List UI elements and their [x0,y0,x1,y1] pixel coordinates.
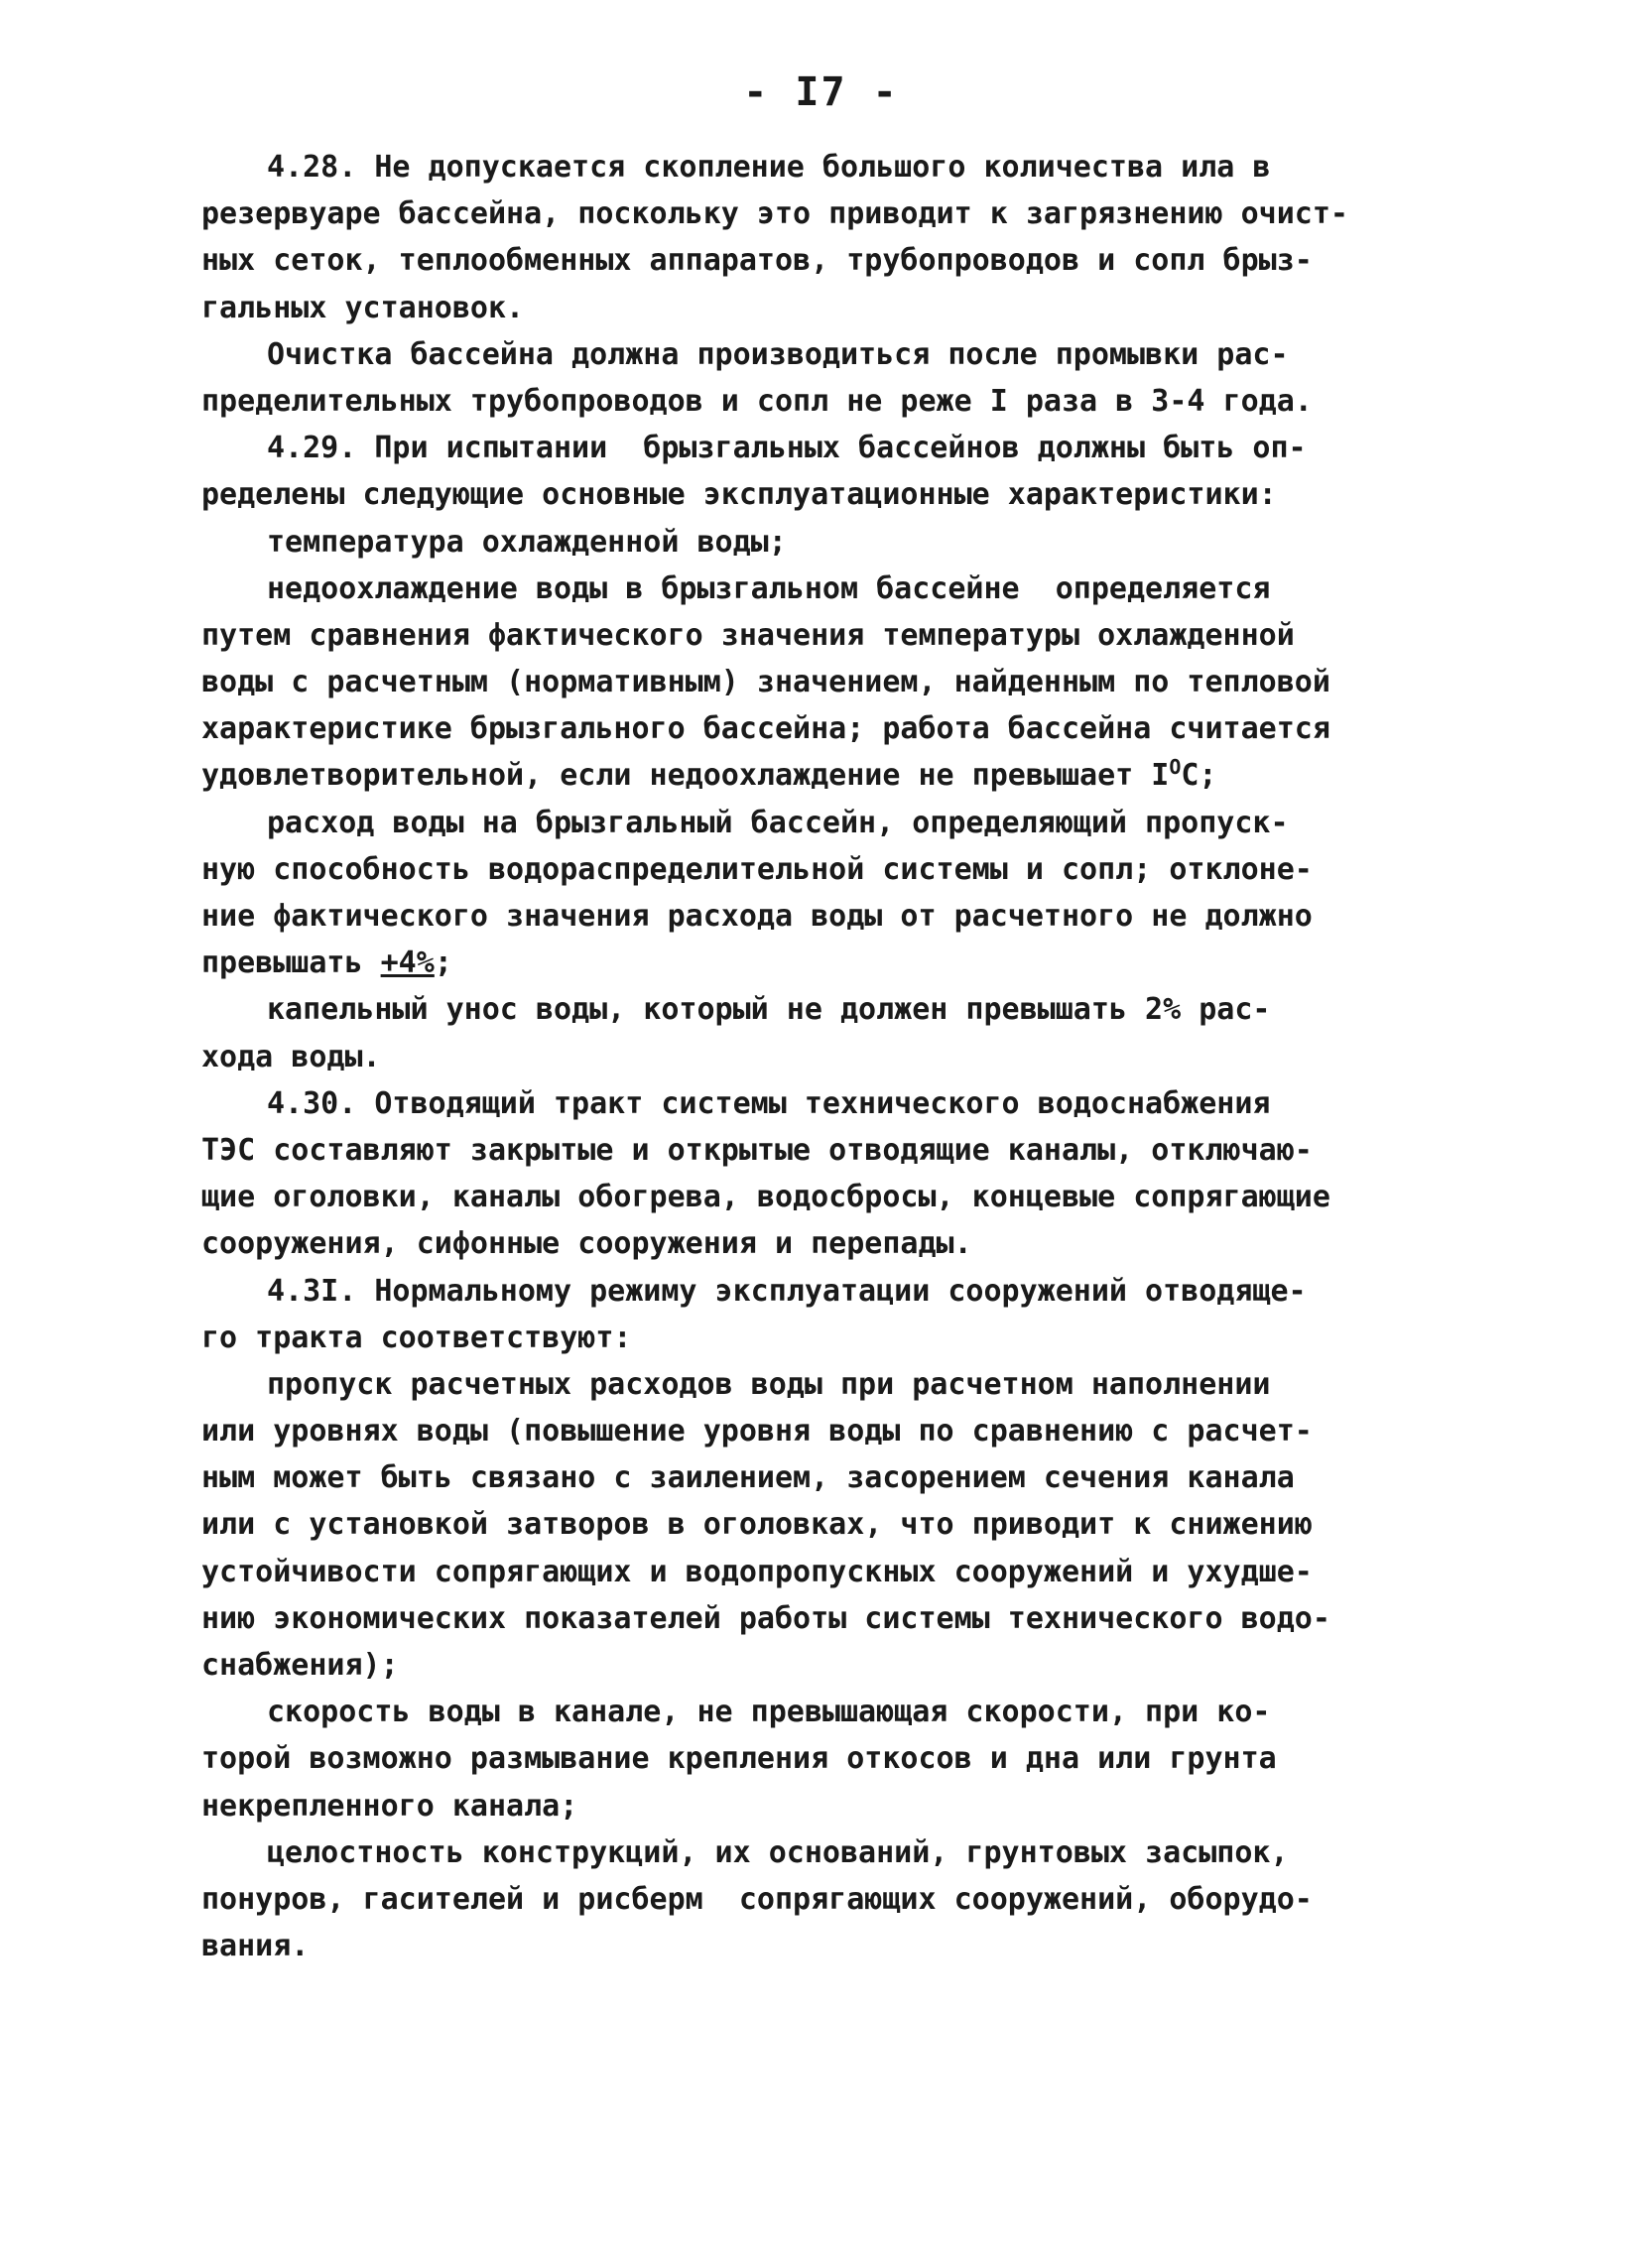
text-line: устойчивости сопрягающих и водопропускных сооружений и ухудше- [201,1554,1313,1589]
text-fragment: ; [434,945,452,981]
degree-symbol: O [1169,755,1182,780]
text-line: капельный унос воды, который не должен превышать 2% рас- [267,992,1271,1028]
text-line: или с установкой затворов в оголовках, что приводит к снижению [201,1507,1313,1543]
text-line: ным может быть связано с заилением, засорением сечения канала [201,1460,1295,1496]
text-line: скорость воды в канале, не превышающая скорости, при ко- [267,1695,1271,1730]
text-line: 4.3I. Нормальному режиму эксплуатации сооружений отводяще- [267,1273,1307,1309]
text-line: понуров, гасителей и рисберм сопрягающих сооружений, оборудо- [201,1881,1313,1917]
text-line: температура охлажденной воды; [267,524,787,560]
text-line: ную способность водораспределительной системы и сопл; отклоне- [201,851,1313,887]
text-line: сооружения, сифонные сооружения и перепады. [201,1226,972,1262]
tolerance-value: +4% [380,945,435,981]
text-line: характеристике брызгального бассейна; работа бассейна считается [201,711,1330,747]
body-text [201,144,1392,1969]
text-line: ТЭС составляют закрытые и открытые отводящие каналы, отключаю- [201,1132,1313,1168]
text-line: пределительных трубопроводов и сопл не реже I раза в 3-4 года. [201,383,1313,419]
text-line: снабжения); [201,1648,399,1683]
text-line: или уровнях воды (повышение уровня воды по сравнению с расчет- [201,1414,1313,1449]
text-line: резервуаре бассейна, поскольку это приводит к загрязнению очист- [201,196,1348,232]
text-fragment: превышать [201,945,381,981]
text-line: нию экономических показателей работы системы технического водо- [201,1600,1330,1636]
text-line: путем сравнения фактического значения температуры охлажденной [201,617,1295,653]
text-fragment: удовлетворительной, если недоохлаждение не превышает I [201,758,1170,794]
text-line-percent [201,940,1392,986]
text-line: хода воды. [201,1039,381,1074]
page-number: - I7 - [743,69,899,115]
text-line: целостность конструкций, их оснований, грунтовых засыпок, [267,1834,1289,1870]
text-line: торой возможно размывание крепления откосов и дна или грунта [201,1741,1277,1777]
text-line: некрепленного канала; [201,1788,578,1824]
text-line: вания. [201,1929,310,1964]
text-line: 4.29. При испытании брызгальных бассейнов должны быть оп- [267,431,1307,466]
text-line: гальных установок. [201,290,525,325]
text-line: ных сеток, теплообменных аппаратов, трубопроводов и сопл брыз- [201,243,1313,279]
text-line: го тракта соответствуют: [201,1320,632,1355]
text-line: Очистка бассейна должна производиться после промывки рас- [267,336,1289,372]
text-line: пропуск расчетных расходов воды при расчетном наполнении [267,1366,1271,1402]
text-line-degree [201,752,1392,799]
text-line: воды с расчетным (нормативным) значением, найденным по тепловой [201,665,1330,700]
text-line: щие оголовки, каналы обогрева, водосбросы, концевые сопрягающие [201,1180,1330,1215]
text-line: расход воды на брызгальный бассейн, определяющий пропуск- [267,805,1289,840]
text-line: ние фактического значения расхода воды от расчетного не должно [201,899,1313,934]
text-line: 4.28. Не допускается скопление большого количества ила в [267,150,1271,185]
text-line: ределены следующие основные эксплуатационные характеристики: [201,477,1277,513]
text-line: недоохлаждение воды в брызгальном бассейне определяется [267,570,1271,606]
text-fragment: C; [1181,758,1217,794]
text-line: 4.30. Отводящий тракт системы технического водоснабжения [267,1085,1271,1121]
